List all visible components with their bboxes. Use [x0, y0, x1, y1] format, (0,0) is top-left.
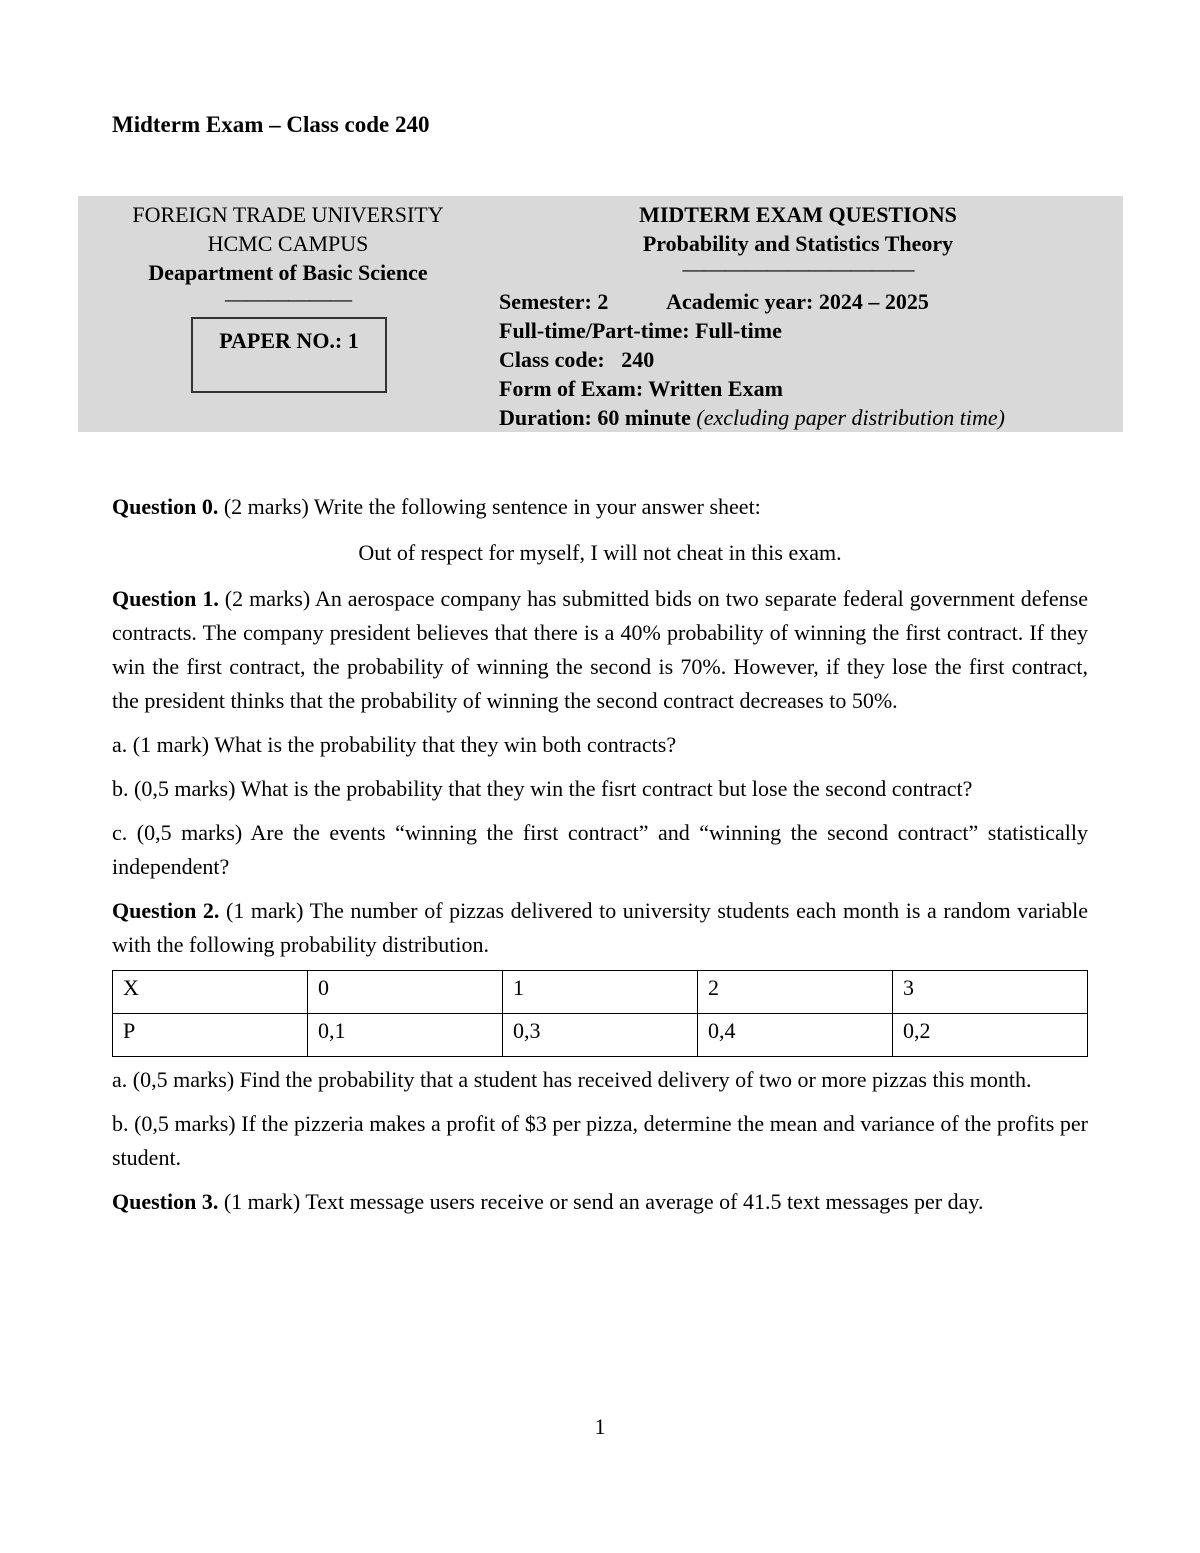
question-2b: b. (0,5 marks) If the pizzeria makes a profit of $3 per pizza, determine the mean and variance of the profits per student. [112, 1111, 1088, 1170]
question-1b: b. (0,5 marks) What is the probability that they win the fisrt contract but lose the second contract? [112, 776, 973, 801]
paper-number: PAPER NO.: 1 [219, 328, 359, 353]
table-cell: 1 [503, 971, 698, 1014]
subject-title: Probability and Statistics Theory [642, 231, 954, 256]
campus-name: HCMC CAMPUS [207, 231, 369, 256]
semester-line [499, 287, 929, 316]
honor-pledge: Out of respect for myself, I will not cheat in this exam. [358, 540, 842, 565]
question-1a: a. (1 mark) What is the probability that they win both contracts? [112, 732, 677, 757]
table-cell: X [113, 971, 308, 1014]
question-0-text: (2 marks) Write the following sentence in your answer sheet: [218, 494, 761, 519]
page-number: 1 [594, 1414, 606, 1439]
exam-title: MIDTERM EXAM QUESTIONS [639, 202, 957, 227]
question-1c: c. (0,5 marks) Are the events “winning the first contract” and “winning the second contract” statistically independent? [112, 820, 1088, 879]
duration-line [499, 403, 1005, 432]
table-cell: 0 [308, 971, 503, 1014]
question-2-label: Question 2. [112, 898, 220, 923]
table-cell: P [113, 1014, 308, 1057]
table-cell: 0,1 [308, 1014, 503, 1057]
duration-note: (excluding paper distribution time) [696, 405, 1005, 430]
table-cell: 3 [893, 971, 1088, 1014]
paper-number-box [191, 317, 387, 393]
right-divider: ——————————— [682, 256, 914, 281]
study-mode: Full-time/Part-time: Full-time [499, 318, 782, 343]
table-cell: 0,4 [698, 1014, 893, 1057]
duration: Duration: 60 minute [499, 405, 691, 430]
question-2 [112, 894, 1088, 962]
probability-distribution-table [112, 970, 1088, 1057]
exam-questions [112, 490, 1088, 1219]
academic-year: Academic year: 2024 – 2025 [666, 289, 929, 314]
table-cell: 0,2 [893, 1014, 1088, 1057]
university-name: FOREIGN TRADE UNIVERSITY [132, 202, 444, 227]
question-1-label: Question 1. [112, 586, 219, 611]
table-row [113, 1014, 1088, 1057]
question-3-text: (1 mark) Text message users receive or send an average of 41.5 text messages per day. [218, 1189, 984, 1214]
table-row [113, 971, 1088, 1014]
semester: Semester: 2 [499, 289, 609, 314]
class-code: Class code: 240 [499, 347, 655, 372]
question-1 [112, 582, 1088, 718]
question-3 [112, 1185, 1088, 1219]
table-cell: 2 [698, 971, 893, 1014]
question-1-text: (2 marks) An aerospace company has submitted bids on two separate federal government defense contracts. The company president believes that there is a 40% probability of winning the first contract. If they win the first contract, the probability of winning the second is 70%. However, if they lose the first contract, the president thinks that the probability of winning the second contract decreases to 50%. [112, 586, 1088, 713]
question-2a: a. (0,5 marks) Find the probability that a student has received delivery of two or more pizzas this month. [112, 1067, 1032, 1092]
question-0 [112, 490, 1088, 524]
table-cell: 0,3 [503, 1014, 698, 1057]
left-divider: —————— [225, 286, 351, 311]
question-0-label: Question 0. [112, 494, 219, 519]
exam-form: Form of Exam: Written Exam [499, 376, 783, 401]
document-title: Midterm Exam – Class code 240 [112, 112, 430, 137]
department-name: Deapartment of Basic Science [148, 260, 428, 285]
exam-header [78, 196, 1123, 432]
question-3-label: Question 3. [112, 1189, 219, 1214]
question-2-text: (1 mark) The number of pizzas delivered to university students each month is a random variable with the following probability distribution. [112, 898, 1088, 957]
